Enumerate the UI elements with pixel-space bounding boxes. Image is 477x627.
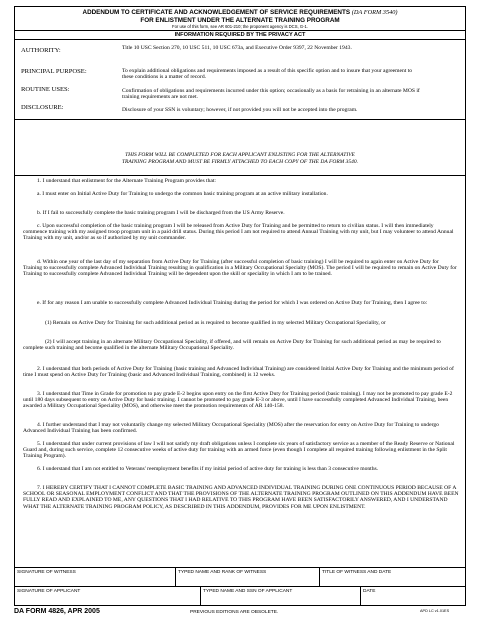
date-field[interactable]	[360, 587, 465, 606]
paragraph-6: 6. I understand that I am not entitled to Veterans' reemployment benefits if my initial period of active duty for training is less than 3 consecutive months.	[37, 466, 379, 472]
purpose-text: To explain additional obligations and requirements imposed as a result of this specific option and to insure that your agreement to these conditions is a matter of record.	[122, 68, 413, 81]
notice-line-2: TRAINING PROGRAM AND MUST BE FIRMLY ATTACHED TO EACH COPY OF THE DA FORM 3540.	[121, 158, 359, 165]
paragraph-1b: b. If I fail to successfully complete the basic training program I will be discharged from the US Army Reserve.	[37, 210, 285, 216]
notice-line-1: THIS FORM WILL BE COMPLETED FOR EACH APPLICANT ENLISTING FOR THE ALTERNATIVE	[125, 152, 355, 158]
applicant-name-field[interactable]	[200, 587, 360, 606]
title-form-ref: (DA FORM 3540)	[351, 9, 398, 16]
purpose-label: PRINCIPAL PURPOSE:	[21, 68, 87, 76]
paragraph-1e: e. If for any reason I am unable to successfully complete Advanced Individual Training during the period for which I was ordered on Active Duty for Training, then I agree to:	[37, 300, 428, 306]
paragraph-5: 5. I understand that under current provisions of law I will not satisfy my draft obligations unless I complete six years of satisfactory service as a member of the Ready Reserve or National Guard and, during such service, complete 12 consecutive weeks of active duty for training with an armed force (even though I complete all required training following enlistment in the Split Training Program).	[23, 441, 455, 460]
certification-paragraph: 7. I HEREBY CERTIFY THAT I CANNOT COMPLETE BASIC TRAINING AND ADVANCED INDIVIDUAL TRAINING DURING ONE CONTINUOUS PERIOD BECAUSE OF A SCHOOL OR SEASONAL EMPLOYMENT CONFLICT AND THAT THE PROVISIONS OF THE ALTERNATE TRAINING PROGRAM OUTLINED ON THIS ADDENDUM HAVE BEEN FULLY READ AND EXPLAINED TO ME, ANY QUESTIONS THAT I HAD RELATIVE TO THIS PROGRAM HAVE BEEN SATISFACTORILY ANSWERED, AND I UNDERSTAND WHAT THE ALTERNATE TRAINING PROGRAM POLICY, AS DESCRIBED IN THIS ADDENDUM, PROVIDES FOR ME UPON ENLISTMENT.	[23, 485, 459, 510]
applicant-name-label: TYPED NAME AND SSN OF APPLICANT	[203, 589, 293, 594]
paragraph-3: 3. I understand that Time in Grade for promotion to pay grade E-2 begins upon entry on the first Active Duty for Training period (basic training). I may not be promoted to pay grade E-2 until 180 days subsequent to entry on Active Duty for basic training. I cannot be promoted to pay grade E-3 or above, until I have successfully completed Advanced Individual Training, been awarded a Military Occupational Speciality (MOS), and otherwise meet the promotion requirements of AR 140-158.	[23, 391, 453, 410]
attachment-notice	[15, 147, 465, 176]
disclosure-label: DISCLOSURE:	[21, 104, 64, 112]
paragraph-1a: a. I must enter on Initial Active Duty for Training to undergo the common basic training program at an active military installation.	[37, 191, 328, 197]
witness-title-label: TITLE OF WITNESS AND DATE	[322, 570, 392, 575]
form-page	[14, 6, 466, 606]
paragraph-2: 2. I understand that both periods of Active Duty for Training (basic training and Advanced Individual Training) are considered Initial Active Duty for Training and the minimum period of time I must spend on Active Duty for Training (basic and Advanced Individual Training, combined) is 12 weeks.	[23, 366, 454, 379]
form-number: DA FORM 4826, APR 2005	[14, 608, 100, 615]
witness-signature-label: SIGNATURE OF WITNESS	[17, 570, 76, 575]
editions-note: PREVIOUS EDITIONS ARE OBSOLETE.	[190, 610, 279, 615]
paragraph-1c: c. Upon successful completion of the basic training program I will be released from Active Duty for Training and be permitted to return to civilian status. I will then immediately commence training with my assigned troop program unit in a paid drill status. During this period I am not required to attend Annual Training with my unit, but I may volunteer to attend Annual Training with my unit, and/or as so if authorized by my unit commander.	[23, 223, 454, 242]
date-label: DATE	[363, 589, 376, 594]
paragraph-1e1: (1) Remain on Active Duty for Training for such additional period as is required to become qualified in my selected Military Occupational Speciality, or	[45, 320, 386, 326]
witness-signature-field[interactable]	[15, 568, 175, 587]
paragraph-1d: d. Within one year of the last day of my separation from Active Duty for Training (after successful completion of basic training) I will be required to again enter on Active Duty for Training to successfully complete Advanced Individual Training resulting in qualification in a Military Occupational Specialty (MOS). The period I will be required to remain on Active Duty for Training to successfully complete Advanced Individual Training will be dependent upon the skill or speciality in which I am to be trained.	[23, 259, 457, 278]
disclosure-text: Disclosure of your SSN is voluntary; however, if not provided you will not be accepted into the program.	[122, 107, 358, 114]
title-line-2: FOR ENLISTMENT UNDER THE ALTERNATE TRAINING PROGRAM	[140, 16, 340, 24]
routine-text: Confirmation of obligations and requirements incurred under this option; occasionally as a basis for retraining in an alternate MOS if training requirements are not met.	[122, 88, 420, 101]
routine-label: ROUTINE USES:	[21, 86, 70, 94]
privacy-act-section	[15, 40, 465, 120]
authority-label: AUTHORITY:	[21, 47, 61, 55]
title-line-1: ADDENDUM TO CERTIFICATE AND ACKNOWLEDGEMENT OF SERVICE REQUIREMENTS	[82, 9, 351, 16]
privacy-heading: INFORMATION REQUIRED BY THE PRIVACY ACT	[15, 30, 465, 40]
witness-name-label: TYPED NAME AND RANK OF WITNESS	[178, 570, 267, 575]
applicant-signature-row	[15, 586, 465, 606]
applicant-signature-field[interactable]	[15, 587, 200, 606]
paragraph-1e2: (2) I will accept training in an alternate Military Occupational Speciality, if offered, and will remain on Active Duty for Training for such additional period as may be required to complete such training and become qualified in the alternate Military Occupational Speciality.	[23, 339, 441, 352]
witness-name-field[interactable]	[175, 568, 319, 587]
form-title	[15, 7, 465, 24]
witness-title-field[interactable]	[319, 568, 465, 587]
proponent-note: For use of this form, see AR 601-210; the proponent agency is DCS, G-1.	[172, 24, 308, 30]
paragraph-1: 1. I understand that enlistment for the Alternate Training Program provides that:	[37, 178, 216, 184]
applicant-signature-label: SIGNATURE OF APPLICANT	[17, 589, 81, 594]
paragraph-4: 4. I further understand that I may not voluntarily change my selected Military Occupational Speciality (MOS) after the reservation for entry on Active Duty for Training to undergo Advanced Individual Training has been confirmed.	[23, 422, 439, 435]
version-code: APD LC v1.01ES	[420, 609, 450, 613]
witness-signature-row	[15, 567, 465, 586]
authority-text: Title 10 USC Section 270, 10 USC 511, 10 USC 673a, and Executive Order 9397, 22 November 1943.	[122, 45, 352, 52]
